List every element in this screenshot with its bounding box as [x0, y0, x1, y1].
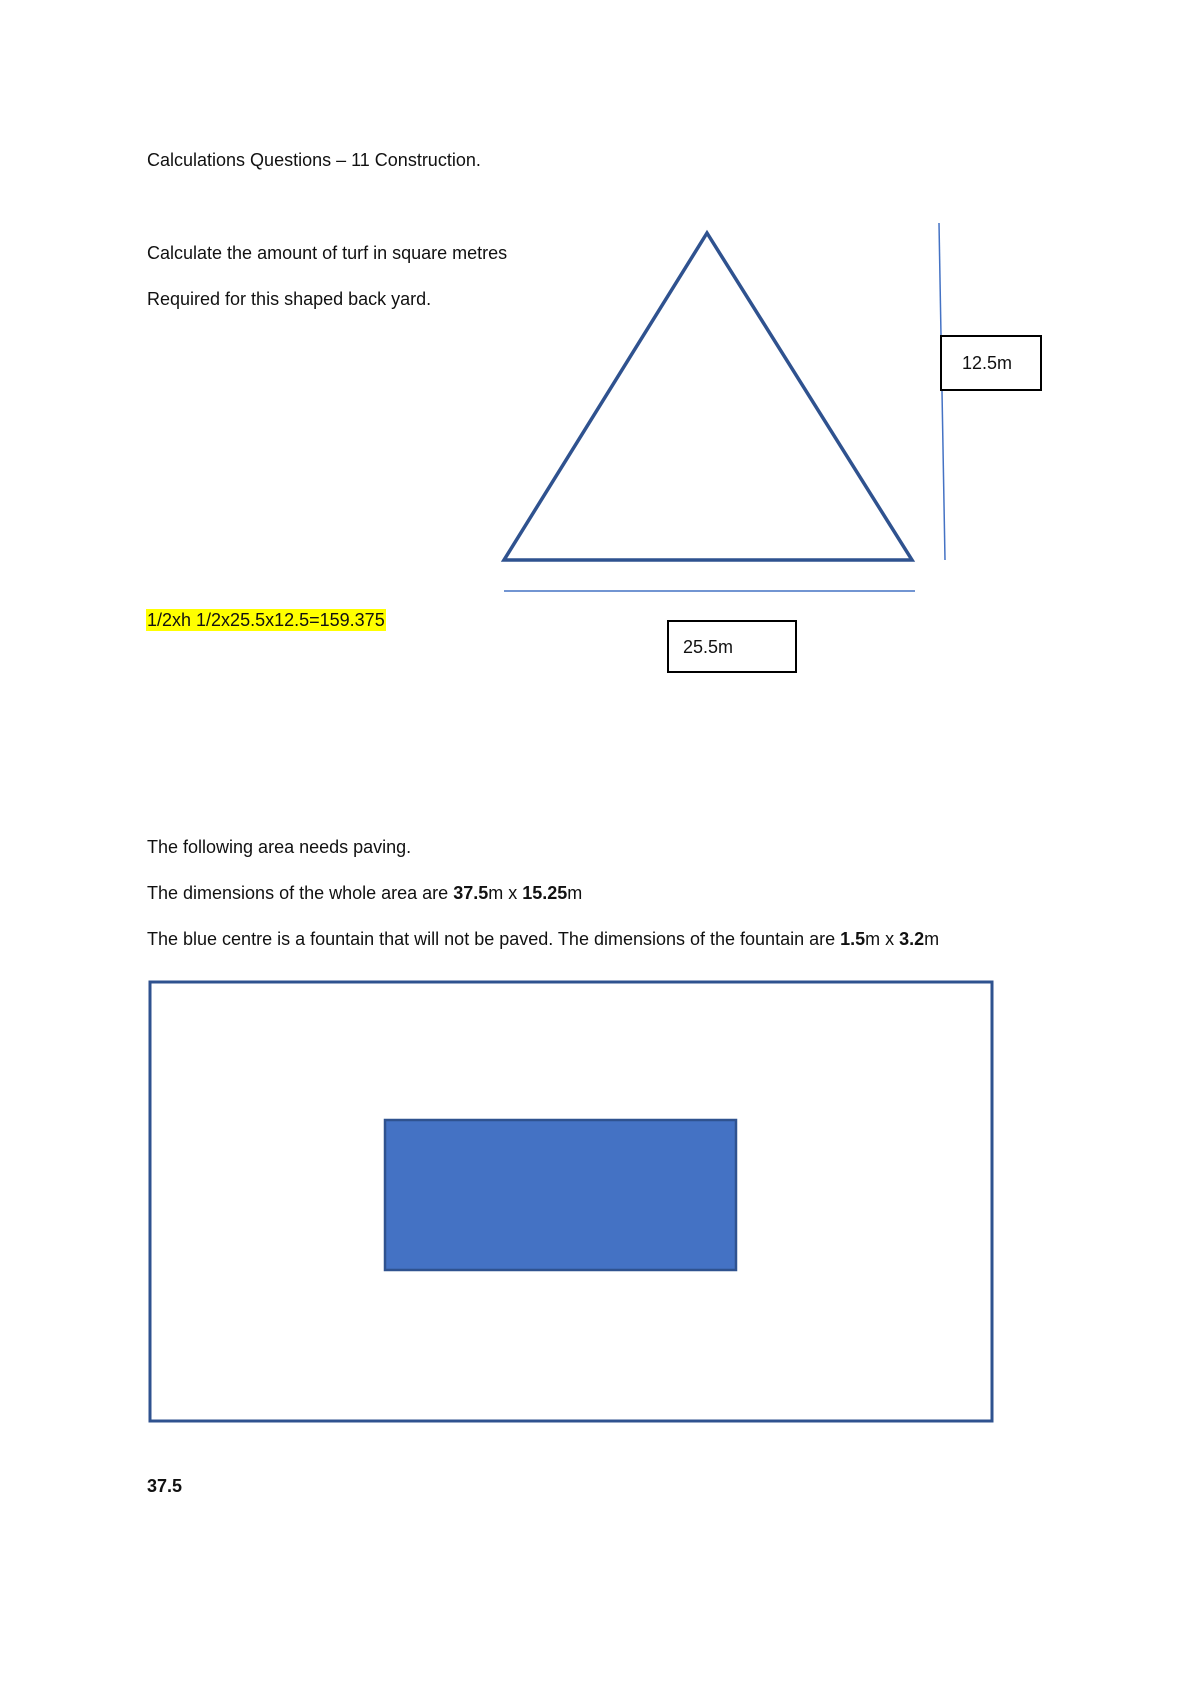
- question2-prompt-line1: The following area needs paving.: [147, 837, 412, 857]
- height-measure-line: [939, 223, 945, 560]
- fountain-width: 3.2: [899, 929, 925, 949]
- height-label-text: 12.5m: [962, 353, 1013, 373]
- question2-dimensions-line: [147, 882, 582, 904]
- question1-prompt-line2: Required for this shaped back yard.: [147, 289, 432, 309]
- base-label-text: 25.5m: [683, 636, 734, 657]
- height-label-box: [940, 335, 1042, 391]
- dimension-length: 37.5: [453, 883, 489, 903]
- fountain-rectangle: [385, 1120, 736, 1270]
- base-label-box: [667, 620, 797, 673]
- triangle-backyard-shape: [504, 233, 912, 560]
- dimension-width: 15.25: [522, 883, 568, 903]
- fountain-separator: m x: [865, 929, 900, 949]
- question1-prompt-line1: Calculate the amount of turf in square metres: [147, 243, 508, 263]
- fountain-unit: m: [924, 929, 940, 949]
- question2-fountain-line: [147, 928, 939, 950]
- answer-value: 37.5: [147, 1476, 183, 1496]
- dimension-separator: m x: [488, 883, 523, 903]
- page-title: Calculations Questions – 11 Construction.: [147, 150, 481, 170]
- answer-highlighted: 1/2xh 1/2x25.5x12.5=159.375: [147, 610, 385, 630]
- fountain-prefix: The blue centre is a fountain that will not be paved. The dimensions of the fountain are: [147, 929, 841, 949]
- dimension-unit: m: [567, 883, 583, 903]
- fountain-length: 1.5: [840, 929, 866, 949]
- paving-area-outline: [150, 982, 992, 1421]
- dimensions-prefix: The dimensions of the whole area are: [147, 883, 454, 903]
